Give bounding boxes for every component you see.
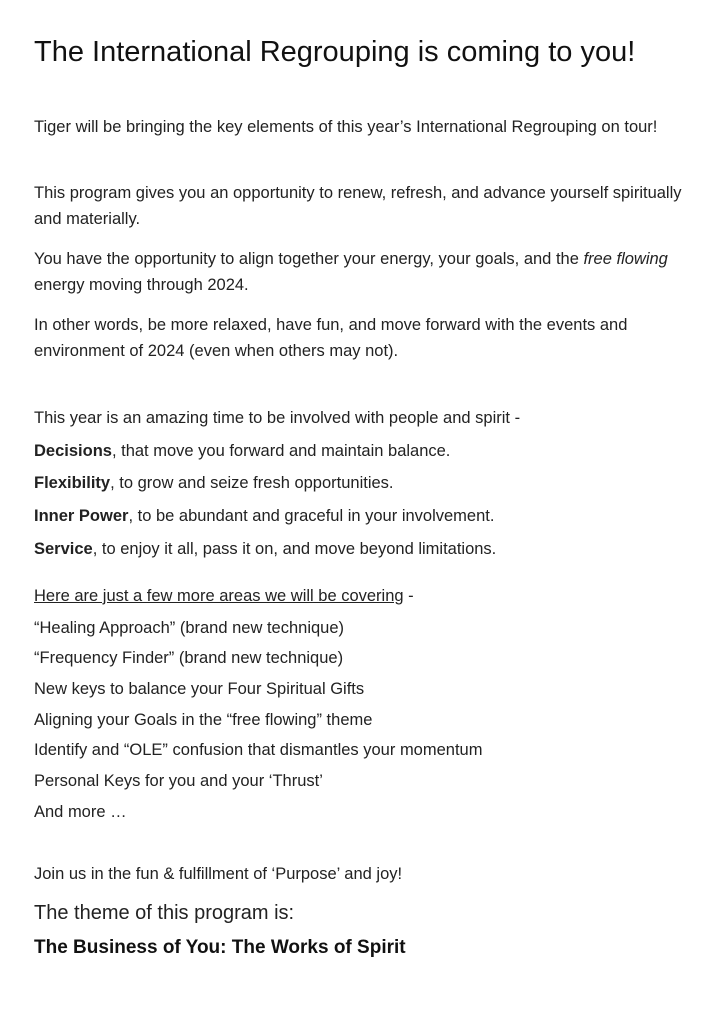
- amazing-lead: This year is an amazing time to be involved with people and spirit -: [34, 409, 521, 427]
- area-item: Personal Keys for you and your ‘Thrust’: [34, 772, 323, 790]
- areas-lead-underlined: Here are just a few more areas we will be covering: [34, 587, 404, 605]
- intro-paragraph-1: Tiger will be bringing the key elements of this year’s International Regrouping on tour!: [34, 118, 658, 136]
- quality-text: , to grow and seize fresh opportunities.: [110, 474, 394, 492]
- quality-term: Decisions: [34, 442, 112, 460]
- intro-paragraph-2: This program gives you an opportunity to renew, refresh, and advance yourself spiritually and materially.: [34, 184, 682, 228]
- areas-lead-suffix: -: [403, 587, 414, 605]
- quality-item-flexibility: [34, 472, 394, 494]
- intro-paragraph-3-end: energy moving through 2024.: [34, 276, 249, 294]
- quality-item-service: [34, 538, 496, 560]
- area-item: “Healing Approach” (brand new technique): [34, 619, 345, 637]
- area-item: New keys to balance your Four Spiritual Gifts: [34, 680, 365, 698]
- quality-text: , to enjoy it all, pass it on, and move beyond limitations.: [92, 540, 497, 558]
- quality-item-inner-power: [34, 505, 494, 527]
- quality-item-decisions: [34, 440, 450, 462]
- theme-title: The Business of You: The Works of Spirit: [34, 937, 406, 958]
- intro-paragraph-3: [34, 246, 694, 298]
- area-item: Aligning your Goals in the “free flowing” theme: [34, 711, 373, 729]
- quality-term: Inner Power: [34, 507, 129, 525]
- free-flowing-emphasis: free flowing: [583, 250, 668, 268]
- quality-term: Flexibility: [34, 474, 111, 492]
- page-title: The International Regrouping is coming to you!: [34, 36, 636, 68]
- intro-paragraph-4: In other words, be more relaxed, have fun, and move forward with the events and environment of 2024 (even when others may not).: [34, 316, 628, 360]
- intro-paragraph-3-start: You have the opportunity to align together your energy, your goals, and the: [34, 250, 584, 268]
- area-item: Identify and “OLE” confusion that dismantles your momentum: [34, 741, 483, 759]
- area-item: And more …: [34, 803, 127, 821]
- areas-lead: [34, 585, 414, 607]
- theme-intro: The theme of this program is:: [34, 902, 295, 924]
- quality-text: , to be abundant and graceful in your involvement.: [128, 507, 495, 525]
- quality-text: , that move you forward and maintain balance.: [111, 442, 451, 460]
- quality-term: Service: [34, 540, 93, 558]
- closing-line: Join us in the fun & fulfillment of ‘Purpose’ and joy!: [34, 865, 403, 883]
- area-item: “Frequency Finder” (brand new technique): [34, 649, 344, 667]
